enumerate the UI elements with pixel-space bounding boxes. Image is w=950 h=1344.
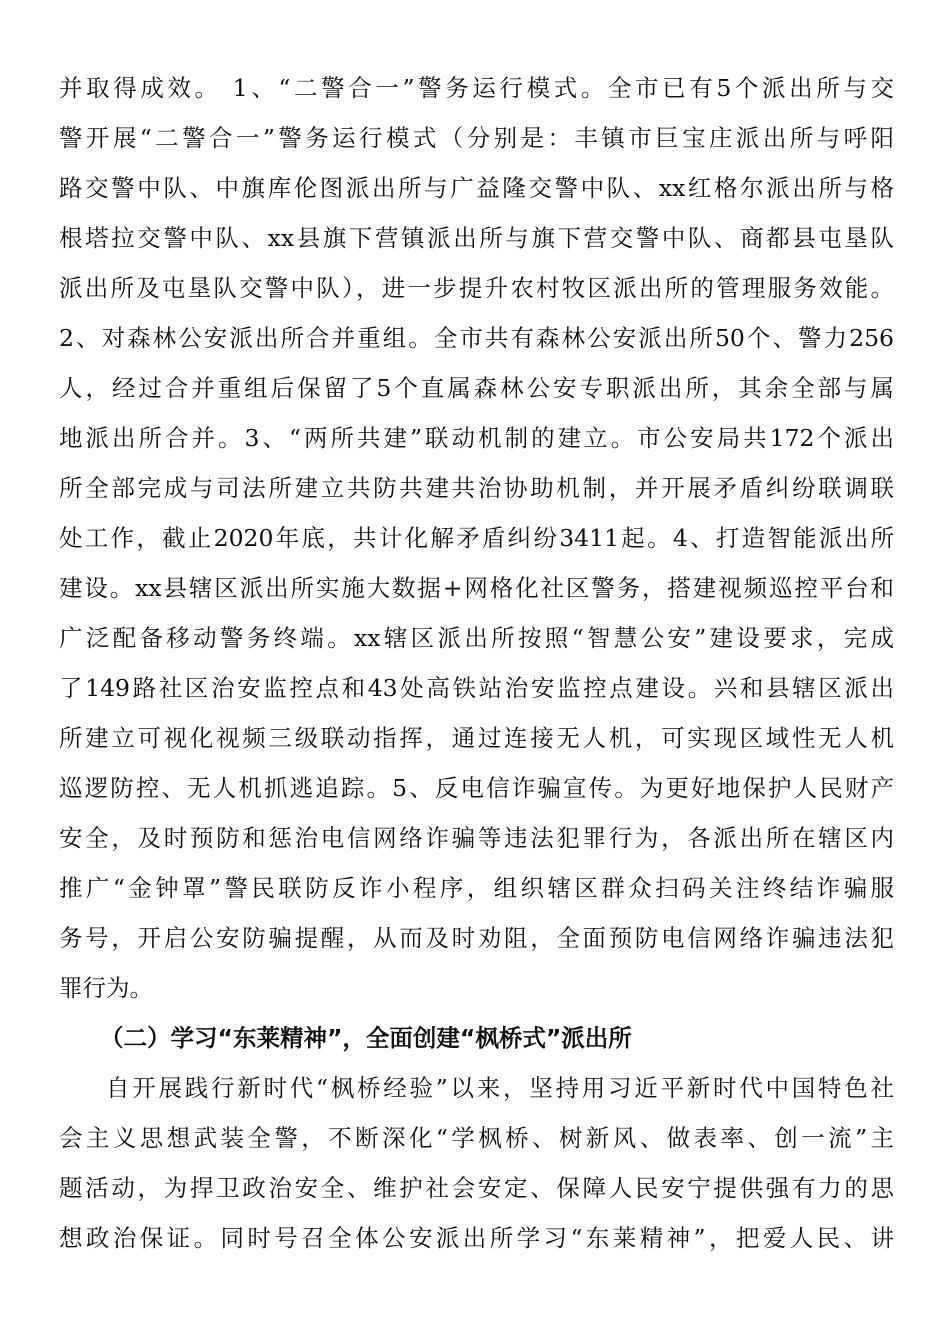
body-text-line: 路交警中队、中旗库伦图派出所与广益隆交警中队、xx红格尔派出所与格: [59, 174, 894, 202]
body-text-line: 罪行为。: [59, 974, 153, 1002]
body-text-line: 会主义思想武装全警，不断深化“学枫桥、树新风、做表率、创一流”主: [59, 1124, 894, 1152]
body-text-line: 了149路社区治安监控点和43处高铁站治安监控点建设。兴和县辖区派出: [59, 674, 894, 702]
body-text-line: 想政治保证。同时号召全体公安派出所学习“东莱精神”，把爱人民、讲: [59, 1224, 894, 1252]
section-heading: （二）学习“东莱精神”，全面创建“枫桥式”派出所: [100, 1024, 632, 1052]
body-text-line: 广泛配备移动警务终端。xx辖区派出所按照“智慧公安”建设要求，完成: [59, 624, 894, 652]
body-text-line: 人，经过合并重组后保留了5个直属森林公安专职派出所，其余全部与属: [59, 374, 894, 402]
body-text-line: 务号，开启公安防骗提醒，从而及时劝阻，全面预防电信网络诈骗违法犯: [59, 924, 894, 952]
body-text-line: 派出所及屯垦队交警中队），进一步提升农村牧区派出所的管理服务效能。: [59, 274, 894, 302]
body-text-line: 所建立可视化视频三级联动指挥，通过连接无人机，可实现区域性无人机: [59, 724, 894, 752]
body-text-line: 所全部完成与司法所建立共防共建共治协助机制，并开展矛盾纠纷联调联: [59, 474, 894, 502]
body-text-line: 建设。xx县辖区派出所实施大数据+网格化社区警务，搭建视频巡控平台和: [59, 574, 894, 602]
body-text-line: 推广“金钟罩”警民联防反诈小程序，组织辖区群众扫码关注终结诈骗服: [59, 874, 894, 902]
body-text-line: 警开展“二警合一”警务运行模式（分别是：丰镇市巨宝庄派出所与呼阳: [59, 124, 894, 152]
body-text-line: 并取得成效。 1、“二警合一”警务运行模式。全市已有5个派出所与交: [59, 74, 894, 102]
body-text-line: 根塔拉交警中队、xx县旗下营镇派出所与旗下营交警中队、商都县屯垦队: [59, 224, 894, 252]
body-text-line: 2、对森林公安派出所合并重组。全市共有森林公安派出所50个、警力256: [59, 324, 894, 352]
body-text-line: 安全，及时预防和惩治电信网络诈骗等违法犯罪行为，各派出所在辖区内: [59, 824, 894, 852]
body-text-line: 巡逻防控、无人机抓逃追踪。5、反电信诈骗宣传。为更好地保护人民财产: [59, 774, 894, 802]
body-text-line: 处工作，截止2020年底，共计化解矛盾纠纷3411起。4、打造智能派出所: [59, 524, 894, 552]
body-text-line: 自开展践行新时代“枫桥经验”以来，坚持用习近平新时代中国特色社: [106, 1074, 894, 1102]
body-text-line: 地派出所合并。3、“两所共建”联动机制的建立。市公安局共172个派出: [59, 424, 894, 452]
body-text-line: 题活动，为捍卫政治安全、维护社会安定、保障人民安宁提供强有力的思: [59, 1174, 894, 1202]
